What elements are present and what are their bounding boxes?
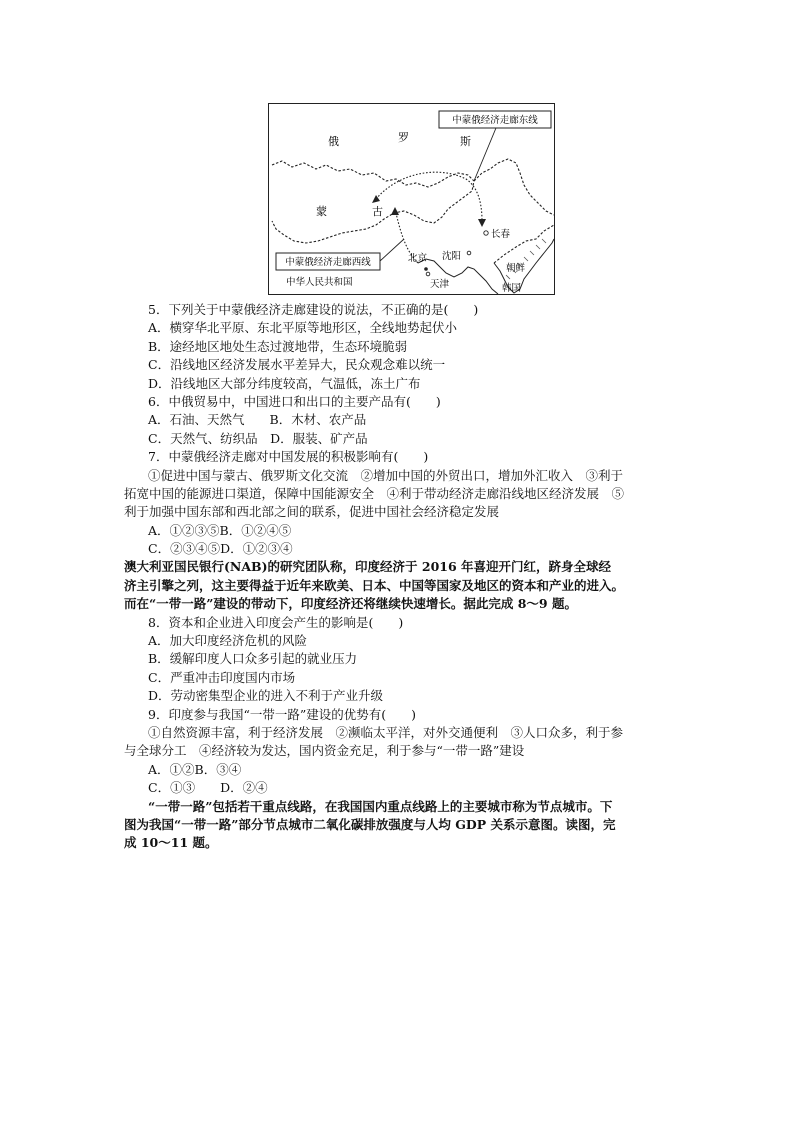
q8-option-d: D．劳动密集型企业的进入不利于产业升级 <box>148 688 384 704</box>
west-line-label: 中蒙俄经济走廊西线 <box>285 257 371 268</box>
q5-option-b: B．途经地区地处生态过渡地带，生态环境脆弱 <box>148 338 408 354</box>
q5-option-c: C．沿线地区经济发展水平差异大，民众观念难以统一 <box>148 357 446 373</box>
q9-options-cd: C．①③ D．②④ <box>148 780 268 796</box>
q5-option-d: D．沿线地区大部分纬度较高，气温低，冻土广布 <box>148 375 421 391</box>
label-beijing: 北京 <box>408 253 428 264</box>
label-russia-luo: 罗 <box>398 131 409 144</box>
intro-8-9-line3: 而在“一带一路”建设的带动下，印度经济还将继续快速增长。据此完成 8～9 题。 <box>124 596 577 612</box>
q8-stem: 8．资本和企业进入印度会产生的影响是( ) <box>148 614 404 630</box>
q8-option-c: C．严重冲击印度国内市场 <box>148 669 296 685</box>
q9-stem: 9．印度参与我国“一带一路”建设的优势有( ) <box>148 706 416 722</box>
question-content <box>124 301 678 853</box>
q8-option-b: B．缓解印度人口众多引起的就业压力 <box>148 651 358 667</box>
q7-stem: 7．中蒙俄经济走廊对中国发展的积极影响有( ) <box>148 449 429 465</box>
intro-10-11-line1: “一带一路”包括若干重点线路，在我国国内重点线路上的主要城市称为节点城市。下 <box>148 798 613 814</box>
label-north-korea: 朝鲜 <box>506 263 526 274</box>
q6-stem: 6．中俄贸易中，中国进口和出口的主要产品有( ) <box>148 393 441 409</box>
q7-statements-line3: 利于加强中国东部和西北部之间的联系，促进中国社会经济稳定发展 <box>124 504 500 520</box>
label-mongolia-meng: 蒙 <box>316 205 327 218</box>
label-shenyang: 沈阳 <box>442 251 462 262</box>
label-russia-si: 斯 <box>460 135 471 148</box>
q9-statements-line1: ①自然资源丰富，利于经济发展 ②濒临太平洋，对外交通便利 ③人口众多，利于参 <box>148 724 624 740</box>
intro-8-9-line1: 澳大利亚国民银行(NAB)的研究团队称，印度经济于 2016 年喜迎开门红，跻身全球经 <box>124 559 612 575</box>
label-tianjin: 天津 <box>430 279 450 290</box>
q6-options-cd: C．天然气、纺织品 D．服装、矿产品 <box>148 430 368 446</box>
east-line-label: 中蒙俄经济走廊东线 <box>452 115 538 126</box>
beijing-marker <box>424 267 428 271</box>
q7-options-cd: C．②③④⑤D．①②③④ <box>148 541 293 557</box>
intro-10-11-line2: 图为我国“一带一路”部分节点城市二氧化碳排放强度与人均 GDP 关系示意图。读图，完 <box>124 816 616 832</box>
label-changchun: 长春 <box>491 229 511 240</box>
q5-option-a: A．横穿华北平原、东北平原等地形区，全线地势起伏小 <box>148 320 458 336</box>
q6-options-ab: A．石油、天然气 B．木材、农产品 <box>148 412 367 428</box>
q7-options-ab: A．①②③⑤B．①②④⑤ <box>148 522 292 538</box>
q9-options-ab: A．①②B．③④ <box>148 761 242 777</box>
q7-statements-line1: ①促进中国与蒙古、俄罗斯文化交流 ②增加中国的外贸出口，增加外汇收入 ③利于 <box>148 467 624 483</box>
intro-8-9-line2: 济主引擎之列，这主要得益于近年来欧美、日本、中国等国家及地区的资本和产业的进入。 <box>124 577 625 593</box>
intro-10-11-line3: 成 10～11 题。 <box>124 835 218 851</box>
q5-stem: 5．下列关于中蒙俄经济走廊建设的说法，不正确的是( ) <box>148 302 479 317</box>
q9-statements-line2: 与全球分工 ④经济较为发达，国内资金充足，利于参与“一带一路”建设 <box>124 743 525 759</box>
q7-statements-line2: 拓宽中国的能源进口渠道，保障中国能源安全 ④利于带动经济走廊沿线地区经济发展 ⑤ <box>124 485 625 501</box>
economic-corridor-map <box>268 103 555 295</box>
label-south-korea: 韩国 <box>502 283 522 294</box>
label-mongolia-gu: 古 <box>372 205 383 218</box>
q8-option-a: A．加大印度经济危机的风险 <box>148 633 308 649</box>
label-china: 中华人民共和国 <box>286 277 353 288</box>
label-russia-e: 俄 <box>328 135 339 148</box>
